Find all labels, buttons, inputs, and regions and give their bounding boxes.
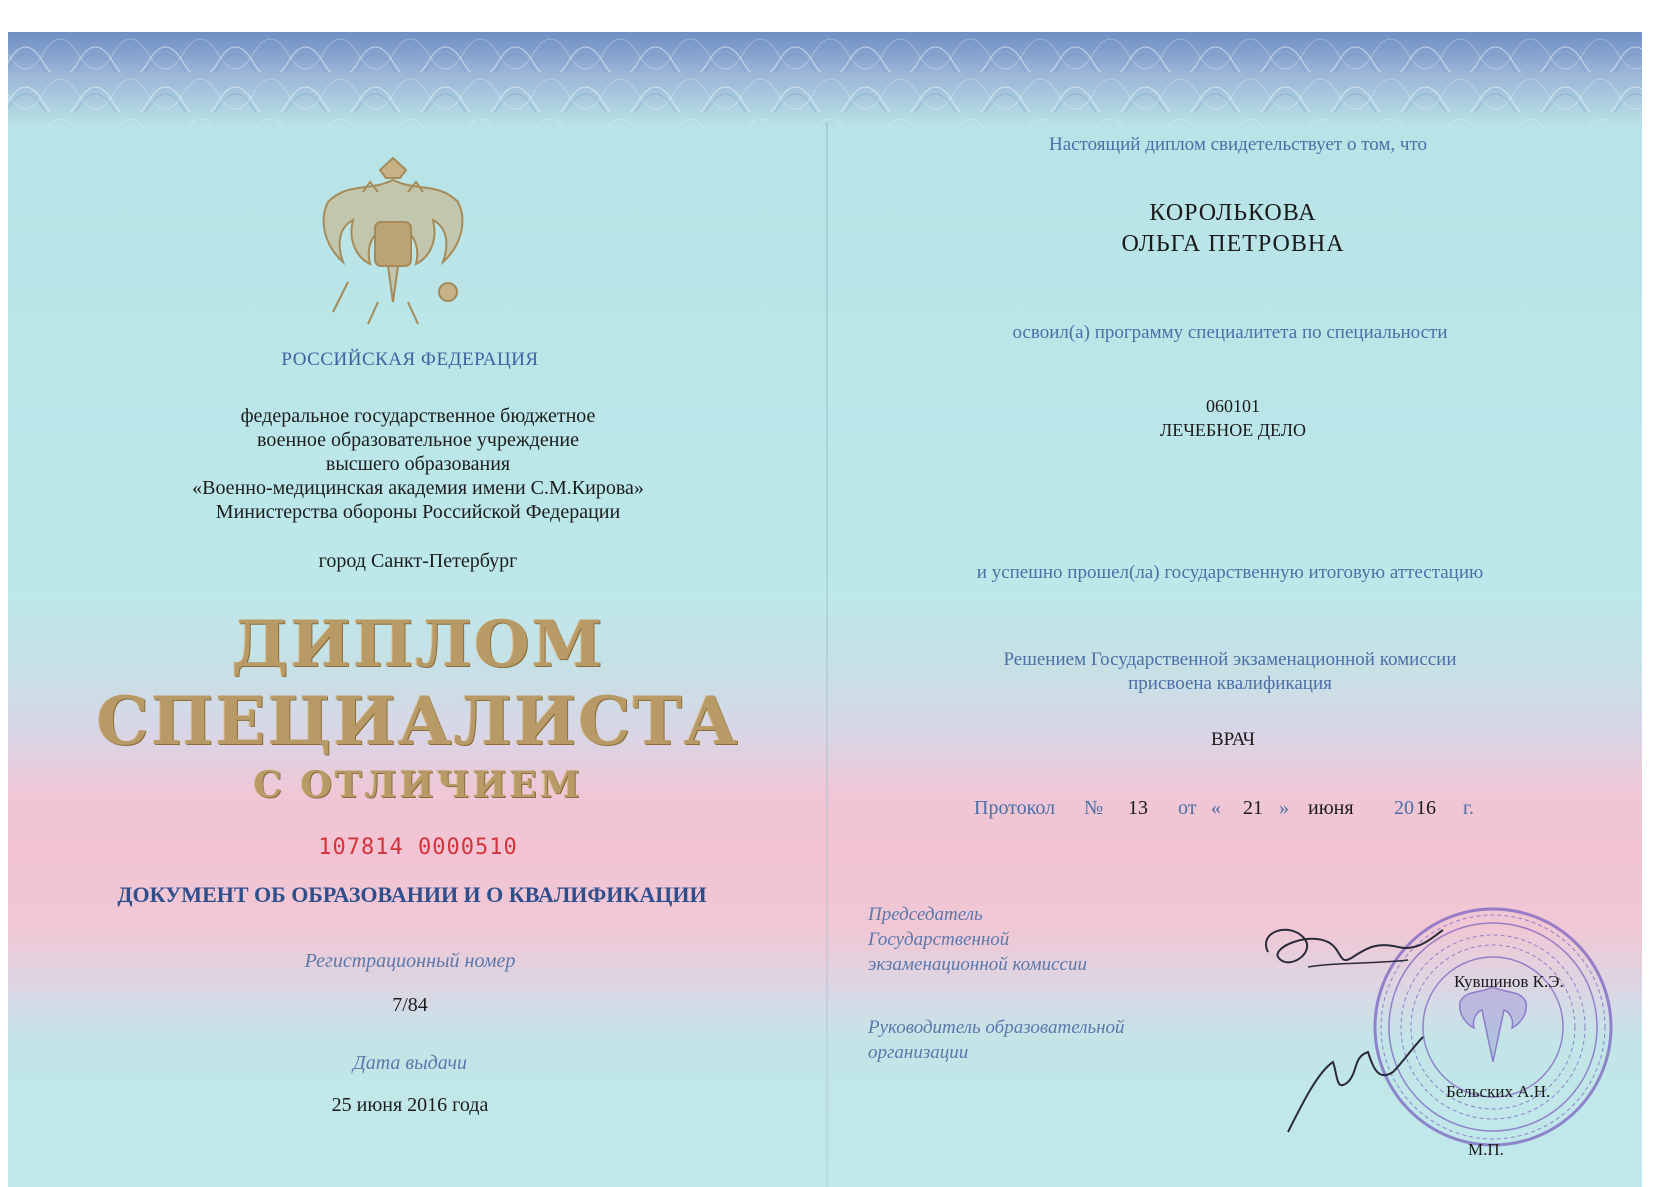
title-diploma: ДИПЛОМ xyxy=(231,607,605,682)
protocol-open-quote: « xyxy=(1211,797,1221,819)
protocol-month: июня xyxy=(1308,797,1354,819)
document-type: ДОКУМЕНТ ОБ ОБРАЗОВАНИИ И О КВАЛИФИКАЦИИ xyxy=(117,882,707,907)
protocol-day: 21 xyxy=(1243,797,1263,819)
seal-place: М.П. xyxy=(1468,1140,1504,1159)
title-specialist: СПЕЦИАЛИСТА xyxy=(96,682,740,760)
holder-given-names: ОЛЬГА ПЕТРОВНА xyxy=(1121,231,1345,257)
institution-line-4: «Военно-медицинская академия имени С.М.Кирова» xyxy=(192,477,644,499)
head-signature xyxy=(1278,1032,1428,1142)
specialty-code: 060101 xyxy=(1206,396,1260,416)
passed-text: и успешно прошел(ла) государственную итоговую аттестацию xyxy=(976,562,1484,583)
chairman-signature xyxy=(1248,912,1448,1002)
double-headed-eagle-emblem xyxy=(308,152,478,332)
city: город Санкт-Петербург xyxy=(318,550,518,572)
qualification: ВРАЧ xyxy=(1211,729,1255,750)
specialty-name: ЛЕЧЕБНОЕ ДЕЛО xyxy=(1160,420,1306,440)
issue-date-label: Дата выдачи xyxy=(352,1052,468,1074)
chairman-title-line-1: Председатель xyxy=(868,904,983,925)
protocol-year-suffix: 16 xyxy=(1416,797,1436,819)
institution-line-1: федеральное государственное бюджетное xyxy=(240,405,596,427)
diploma-sheet xyxy=(8,32,1642,1187)
head-title-line-2: организации xyxy=(868,1042,969,1063)
chairman-title-line-3: экзаменационной комиссии xyxy=(868,954,1087,975)
program-text: освоил(а) программу специалитета по специальности xyxy=(1012,322,1448,343)
title-with-honors: С ОТЛИЧИЕМ xyxy=(253,764,583,806)
institution-line-3: высшего образования xyxy=(325,453,511,475)
protocol-year-prefix: 20 xyxy=(1394,797,1414,819)
protocol-year-unit: г. xyxy=(1463,797,1474,819)
decision-line-2: присвоена квалификация xyxy=(1128,673,1332,694)
issue-date: 25 июня 2016 года xyxy=(331,1094,489,1116)
guilloche-band xyxy=(8,32,1642,127)
protocol-close-quote: » xyxy=(1279,797,1289,819)
protocol-number-sign: № xyxy=(1084,797,1104,819)
protocol-label: Протокол xyxy=(974,797,1056,819)
holder-surname: КОРОЛЬКОВА xyxy=(1149,200,1317,226)
serial-number: 107814 0000510 xyxy=(318,835,518,860)
attest-text: Настоящий диплом свидетельствует о том, что xyxy=(1048,134,1428,155)
page-fold xyxy=(826,122,828,1187)
institution-line-2: военное образовательное учреждение xyxy=(257,429,579,451)
registration-label: Регистрационный номер xyxy=(304,950,516,972)
protocol-from-label: от xyxy=(1178,797,1197,819)
chairman-name: Кувшинов К.Э. xyxy=(1454,972,1564,991)
registration-number: 7/84 xyxy=(392,994,428,1016)
chairman-title-line-2: Государственной xyxy=(868,929,1010,950)
decision-line-1: Решением Государственной экзаменационной комиссии xyxy=(1003,649,1457,670)
head-title-line-1: Руководитель образовательной xyxy=(868,1017,1125,1038)
federation-label: РОССИЙСКАЯ ФЕДЕРАЦИЯ xyxy=(281,349,539,370)
head-name: Бельских А.Н. xyxy=(1446,1082,1551,1101)
protocol-number: 13 xyxy=(1128,797,1148,819)
institution-line-5: Министерства обороны Российской Федерации xyxy=(215,501,621,523)
